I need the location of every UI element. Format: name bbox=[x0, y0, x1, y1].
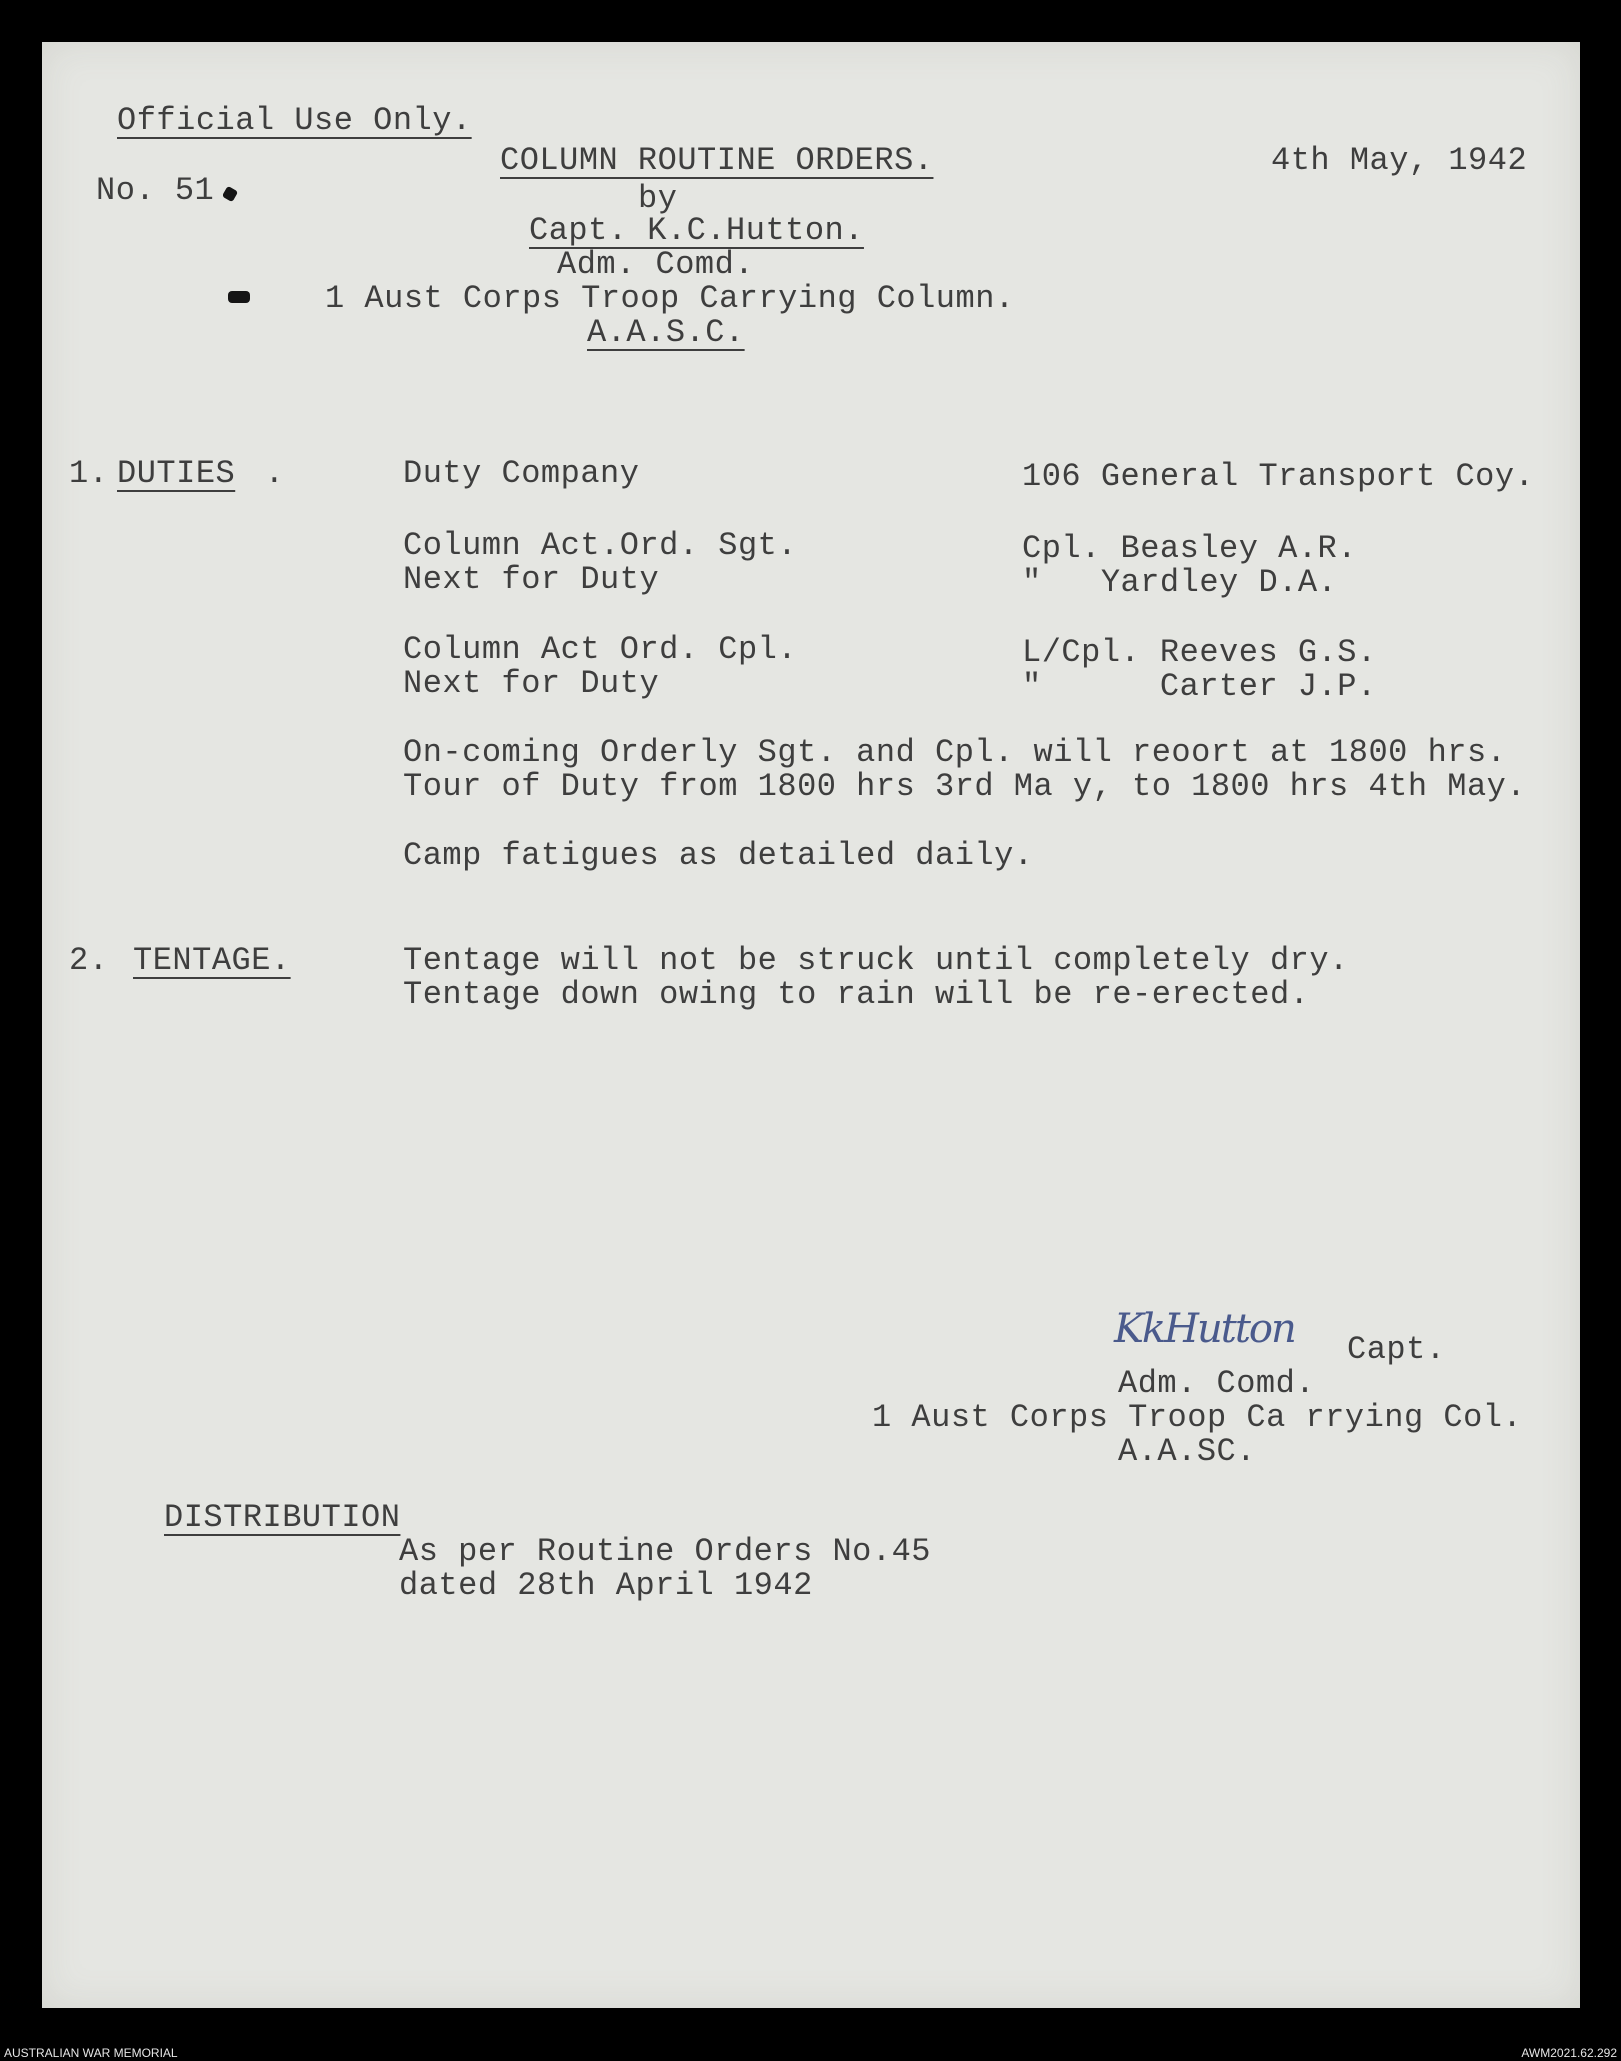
punch-hole-mark bbox=[228, 291, 250, 303]
signature-corps: A.A.SC. bbox=[1118, 1433, 1256, 1470]
sgt-value: Cpl. Beasley A.R. bbox=[1022, 530, 1357, 567]
unit-name: 1 Aust Corps Troop Carrying Column. bbox=[325, 280, 1015, 317]
order-number: No. 51 bbox=[96, 172, 215, 209]
duty-company-value: 106 General Transport Coy. bbox=[1022, 458, 1535, 495]
corps-name: A.A.S.C. bbox=[587, 314, 745, 351]
signature-rank: Capt. bbox=[1347, 1331, 1446, 1368]
cpl-value: L/Cpl. Reeves G.S. bbox=[1022, 634, 1377, 671]
document-page bbox=[42, 42, 1580, 2008]
signature-role: Adm. Comd. bbox=[1118, 1365, 1316, 1402]
section-heading-duties: DUTIES bbox=[117, 455, 236, 492]
signature-unit: 1 Aust Corps Troop Ca rrying Col. bbox=[872, 1399, 1523, 1436]
orderly-line-1: On-coming Orderly Sgt. and Cpl. will reoort at 1800 hrs. bbox=[403, 734, 1507, 771]
section-number: 2. bbox=[69, 942, 109, 979]
cpl-next-label: Next for Duty bbox=[403, 665, 660, 702]
orderly-line-2: Tour of Duty from 1800 hrs 3rd Ma y, to 1800 hrs 4th May. bbox=[403, 768, 1527, 805]
tentage-line-1: Tentage will not be struck until completely dry. bbox=[403, 942, 1349, 979]
tentage-line-2: Tentage down owing to rain will be re-erected. bbox=[403, 976, 1310, 1013]
classification-label: Official Use Only. bbox=[117, 102, 472, 139]
footer-archive-label: AUSTRALIAN WAR MEMORIAL bbox=[4, 2046, 178, 2060]
section-heading-tentage: TENTAGE. bbox=[133, 942, 291, 979]
document-title: COLUMN ROUTINE ORDERS. bbox=[500, 142, 934, 179]
by-label: by bbox=[638, 180, 678, 217]
footer-accession-number: AWM2021.62.292 bbox=[1521, 2046, 1617, 2060]
commander-role: Adm. Comd. bbox=[557, 246, 755, 283]
sgt-label: Column Act.Ord. Sgt. bbox=[403, 527, 798, 564]
document-date: 4th May, 1942 bbox=[1271, 142, 1528, 179]
cpl-next-value: " Carter J.P. bbox=[1022, 668, 1377, 705]
distribution-line-1: As per Routine Orders No.45 bbox=[399, 1533, 931, 1570]
sgt-next-label: Next for Duty bbox=[403, 561, 660, 598]
distribution-line-2: dated 28th April 1942 bbox=[399, 1567, 813, 1604]
duty-company-label: Duty Company bbox=[403, 455, 640, 492]
handwritten-signature: KkHutton bbox=[1114, 1306, 1295, 1352]
distribution-heading: DISTRIBUTION bbox=[164, 1499, 401, 1536]
section-heading-suffix: . bbox=[245, 455, 285, 492]
staple-mark bbox=[222, 186, 238, 202]
section-number: 1. bbox=[69, 455, 109, 492]
sgt-next-value: " Yardley D.A. bbox=[1022, 564, 1338, 601]
cpl-label: Column Act Ord. Cpl. bbox=[403, 631, 798, 668]
commander-name: Capt. K.C.Hutton. bbox=[529, 212, 864, 249]
fatigues-line: Camp fatigues as detailed daily. bbox=[403, 837, 1034, 874]
